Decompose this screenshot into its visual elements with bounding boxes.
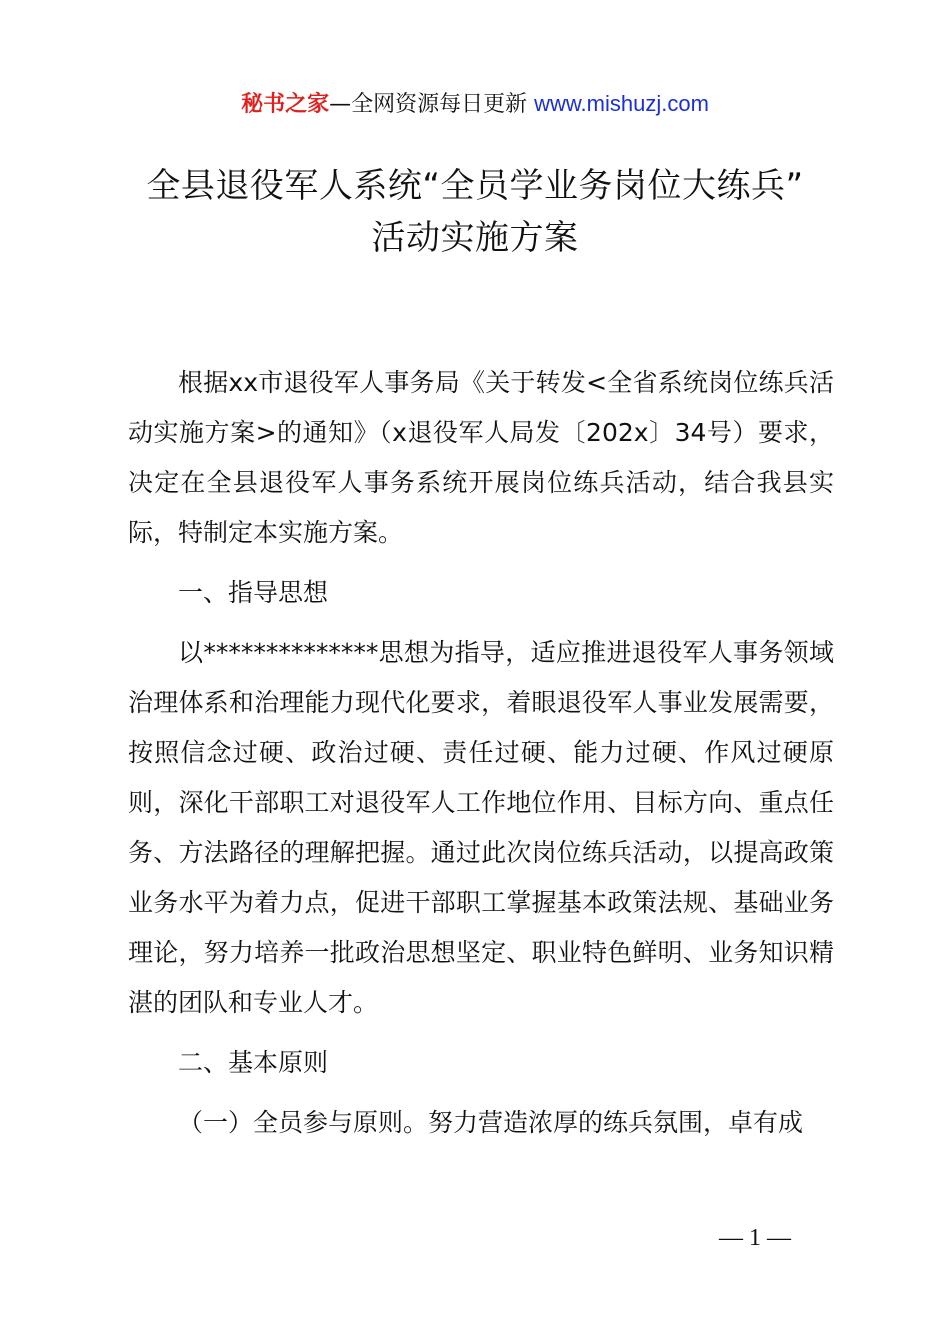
section-2-item-1: （一）全员参与原则。努力营造浓厚的练兵氛围，卓有成 [178,1108,804,1137]
section-1-body: 以**************思想为指导，适应推进退役军人事务领域治理体系和治理能力现代化要求，着眼退役军人事业发展需要，按照信念过硬、政治过硬、责任过硬、能力过硬、作风过硬原则，深化干部职工对退役军人工作地位作用、目标方向、重点任务、方法路径的理解把握。通过此次岗位练兵活动，以提高政策业务水平为着力点，促进干部职工掌握基本政策法规、基础业务理论，努力培养一批政治思想坚定、职业特色鲜明、业务知识精湛的团队和专业人才。 [128,638,834,1017]
section-2-heading: 二、基本原则 [178,1048,329,1077]
intro-paragraph: 根据xx市退役军人事务局《关于转发<全省系统岗位练兵活动实施方案>的通知》（x退役军人局发〔202x〕34号）要求，决定在全县退役军人事务系统开展岗位练兵活动，结合我县实际，特制定本实施方案。 [128,368,834,547]
document-body [128,358,834,1148]
section-1-heading: 一、指导思想 [178,578,329,607]
brand-name: 秘书之家 [241,92,330,117]
page-number: — 1 — [719,1225,791,1251]
website-link[interactable]: www.mishuzj.com [534,91,709,116]
title-line-2: 活动实施方案 [371,218,579,258]
title-line-1: 全县退役军人系统“全员学业务岗位大练兵” [146,166,804,206]
document-title [0,160,950,264]
site-banner [0,88,950,121]
banner-tagline: —全网资源每日更新 [329,92,535,117]
